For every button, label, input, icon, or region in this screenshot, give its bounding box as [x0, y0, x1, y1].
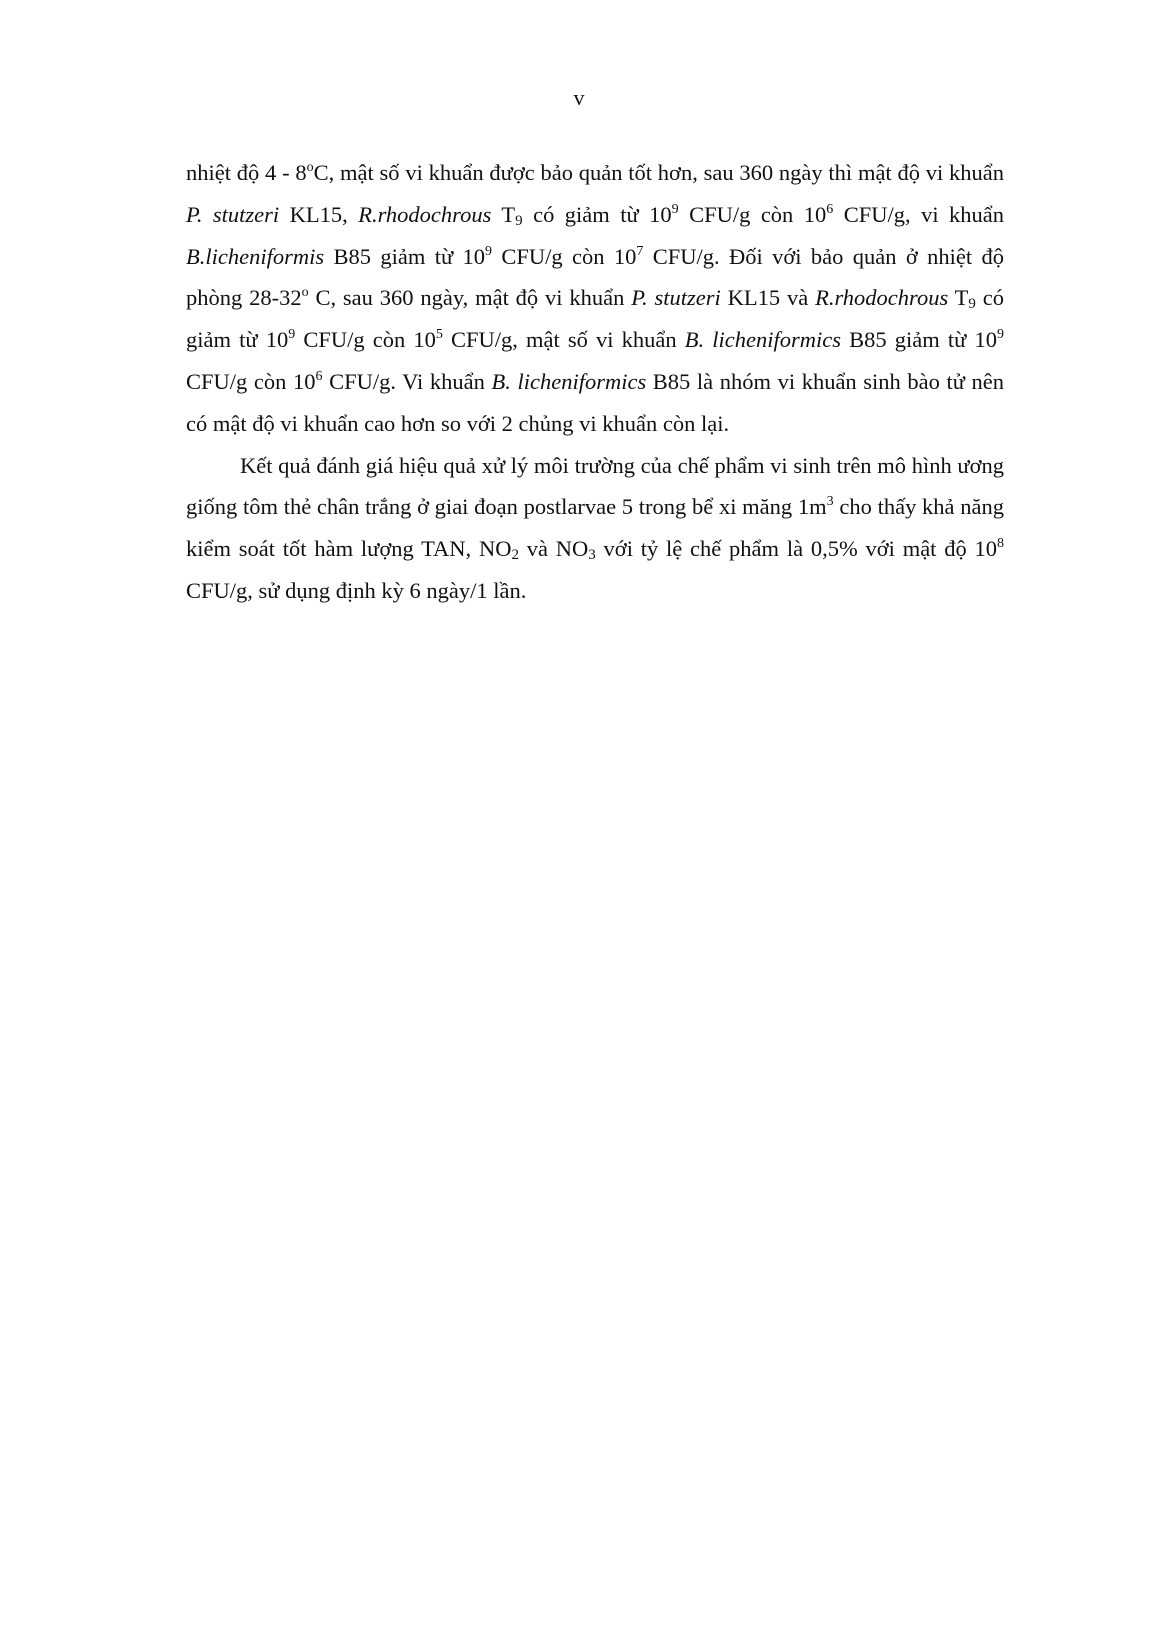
subscript: 3 — [588, 547, 596, 564]
superscript: o — [301, 285, 309, 301]
text-run: CFU/g còn 10 — [295, 327, 436, 353]
text-run: B85 giảm từ 10 — [841, 327, 997, 353]
text-run: CFU/g. Vi khuẩn — [322, 368, 492, 394]
text-run: CFU/g còn 10 — [186, 368, 316, 394]
subscript: 9 — [515, 212, 523, 229]
superscript: o — [306, 160, 314, 175]
subscript: 9 — [968, 296, 976, 313]
text-run: B85 giảm từ 10 — [324, 243, 486, 269]
superscript: 8 — [997, 536, 1005, 552]
text-run: CFU/g, sử dụng định kỳ 6 ngày/1 lần. — [186, 577, 527, 603]
subscript: 2 — [511, 547, 519, 564]
text-run: CFU/g. Đối với bảo quản ở nhiệt độ phòng 28-32 — [186, 243, 1005, 311]
text-run: C, mật số vi khuẩn được bảo quản tốt hơn, sau 360 ngày thì mật độ vi khuẩn — [313, 160, 1005, 185]
paragraph — [186, 152, 1004, 445]
italic-text: R.rhodochrous — [358, 201, 492, 227]
italic-text: P. stutzeri — [186, 201, 280, 227]
text-run: KL15 và — [720, 285, 816, 311]
text-run: C, sau 360 ngày, mật độ vi khuẩn — [308, 285, 632, 311]
italic-text: B. licheniformics — [684, 327, 842, 353]
text-run: CFU/g, mật số vi khuẩn — [442, 327, 685, 353]
text-run: KL15, — [279, 201, 359, 227]
text-run: Kết quả đánh giá hiệu quả xử lý môi trường của chế phẩm vi sinh trên mô hình ương giống tôm thẻ chân trắng ở giai đoạn postlarvae 5 trong bể xi măng 1m — [186, 452, 1004, 520]
italic-text: R.rhodochrous — [815, 285, 949, 311]
text-run: CFU/g, vi khuẩn — [833, 201, 1005, 227]
text-run: CFU/g còn 10 — [492, 243, 637, 269]
text-run: B85 là nhóm vi khuẩn sinh bào tử nên có mật độ vi khuẩn cao hơn so với 2 chủng vi khuẩn còn lại. — [186, 368, 1005, 436]
italic-text: P. stutzeri — [631, 285, 721, 311]
superscript: 9 — [996, 327, 1004, 343]
paragraph — [186, 445, 1004, 612]
superscript: 6 — [315, 368, 323, 384]
text-run: có giảm từ 10 — [186, 285, 1004, 353]
italic-text: B.licheniformis — [186, 243, 325, 269]
text-run: T — [491, 201, 516, 227]
superscript: 9 — [485, 243, 493, 259]
superscript: 9 — [288, 327, 296, 343]
text-run: nhiệt độ 4 - 8 — [186, 160, 307, 185]
text-run: có giảm từ 10 — [522, 201, 672, 227]
superscript: 7 — [636, 243, 644, 259]
text-run: cho thấy khả năng kiểm soát tốt hàm lượng TAN, NO — [186, 494, 1004, 562]
superscript: 6 — [826, 201, 834, 217]
text-run: với tỷ lệ chế phẩm là 0,5% với mật độ 10 — [595, 536, 998, 562]
text-run: CFU/g còn 10 — [678, 201, 827, 227]
superscript: 5 — [435, 327, 443, 343]
superscript: 3 — [826, 494, 834, 510]
page-number: v — [573, 85, 585, 110]
italic-text: B. licheniformics — [491, 368, 647, 394]
body-text — [186, 152, 1004, 612]
superscript: 9 — [671, 201, 679, 217]
text-run: và NO — [518, 536, 589, 562]
text-run: T — [948, 285, 969, 311]
